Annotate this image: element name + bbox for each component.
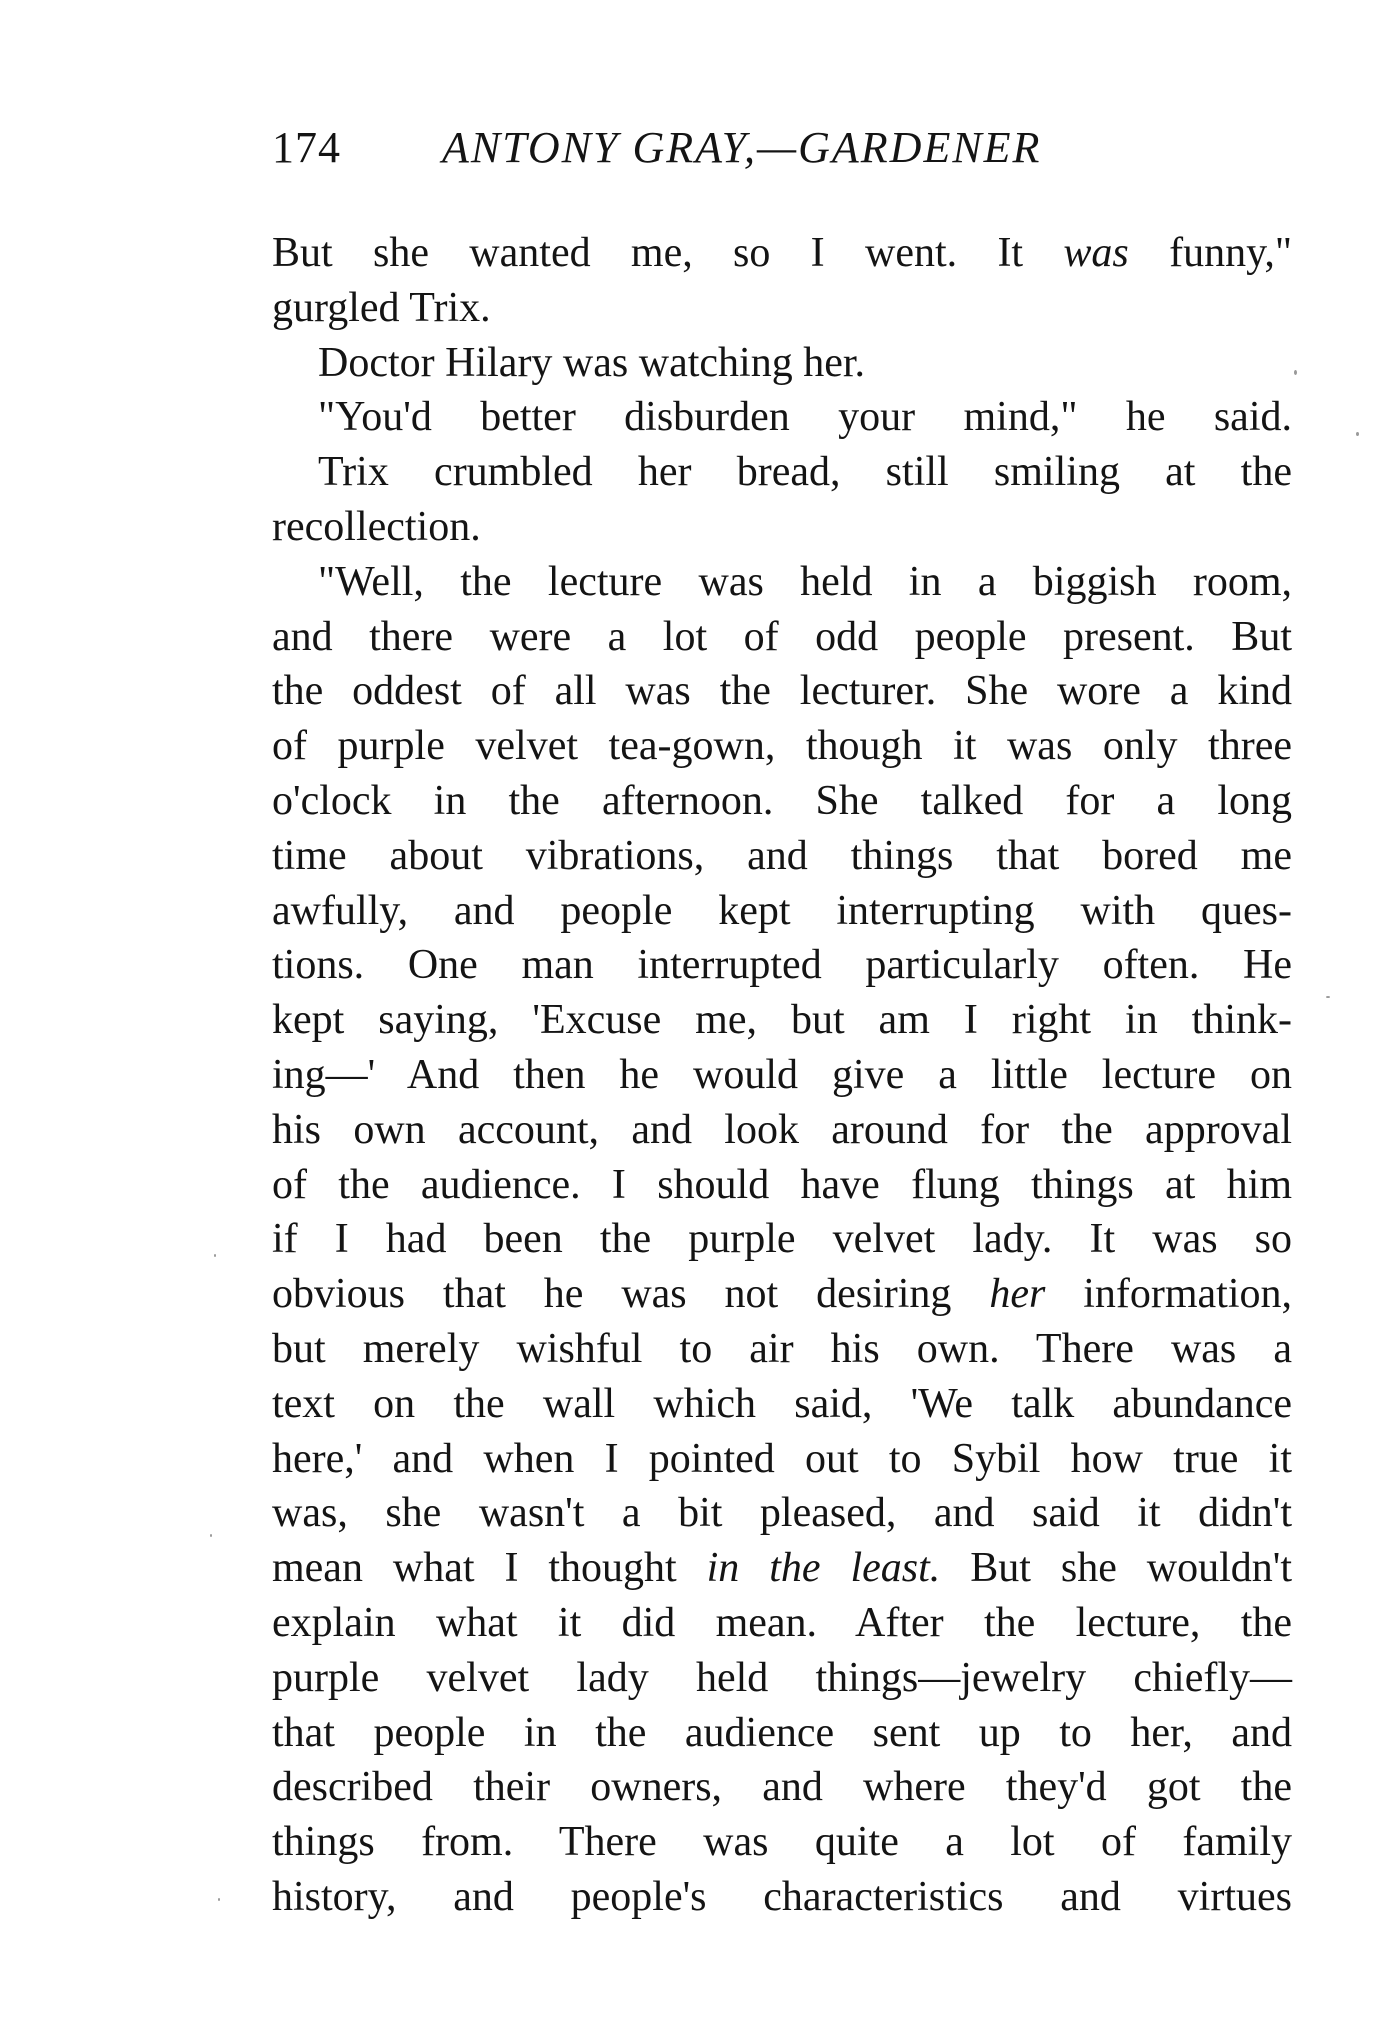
text-line: mean what I thought in the least. But she wouldn't xyxy=(272,1545,1293,1592)
text-line: "Well, the lecture was held in a biggish room, xyxy=(318,558,1292,605)
text-line: was, she wasn't a bit pleased, and said it didn't xyxy=(272,1490,1292,1537)
text-line: o'clock in the afternoon. She talked for a long xyxy=(272,777,1292,824)
text-line: things from. There was quite a lot of family xyxy=(272,1819,1292,1866)
scan-speck xyxy=(210,1534,212,1537)
text-line: described their owners, and where they'd got the xyxy=(272,1764,1292,1811)
text-line: here,' and when I pointed out to Sybil how true it xyxy=(272,1435,1292,1482)
text-line: of purple velvet tea-gown, though it was only three xyxy=(272,723,1292,770)
scan-speck xyxy=(218,1898,220,1901)
text-line: obvious that he was not desiring her information, xyxy=(272,1271,1292,1318)
page-header xyxy=(272,118,1112,178)
running-head: ANTONY GRAY,—GARDENER xyxy=(442,123,1042,172)
text-line: and there were a lot of odd people present. But xyxy=(272,613,1292,660)
page-number: 174 xyxy=(272,123,341,172)
scan-speck xyxy=(214,1254,216,1257)
text-line: history, and people's characteristics and virtues xyxy=(272,1873,1292,1920)
text-line: Trix crumbled her bread, still smiling at the xyxy=(318,449,1292,496)
text-line: his own account, and look around for the approval xyxy=(272,1106,1292,1153)
text-line: if I had been the purple velvet lady. It was so xyxy=(272,1216,1292,1263)
scan-speck xyxy=(1294,370,1297,375)
text-line: "You'd better disburden your mind," he said. xyxy=(318,394,1292,441)
scan-speck xyxy=(1356,432,1359,436)
text-line: the oddest of all was the lecturer. She wore a kind xyxy=(272,668,1292,715)
text-line: But she wanted me, so I went. It was funny," xyxy=(272,230,1293,276)
text-line: gurgled Trix. xyxy=(272,284,491,331)
text-line: kept saying, 'Excuse me, but am I right in think- xyxy=(272,997,1292,1044)
text-line: but merely wishful to air his own. There was a xyxy=(272,1325,1292,1372)
body-text xyxy=(272,226,1292,1925)
text-line: explain what it did mean. After the lecture, the xyxy=(272,1599,1292,1646)
text-line: recollection. xyxy=(272,503,481,550)
text-line: ing—' And then he would give a little lecture on xyxy=(272,1051,1292,1098)
text-line: of the audience. I should have flung things at him xyxy=(272,1161,1292,1208)
text-line: purple velvet lady held things—jewelry chiefly— xyxy=(272,1654,1292,1701)
text-line: Doctor Hilary was watching her. xyxy=(318,339,866,386)
text-line: tions. One man interrupted particularly often. He xyxy=(272,942,1292,989)
scan-speck xyxy=(1326,996,1330,998)
text-line: time about vibrations, and things that bored me xyxy=(272,832,1292,879)
text-line: awfully, and people kept interrupting with ques- xyxy=(272,887,1292,934)
text-line: text on the wall which said, 'We talk abundance xyxy=(272,1380,1292,1427)
text-line: that people in the audience sent up to her, and xyxy=(272,1709,1292,1756)
